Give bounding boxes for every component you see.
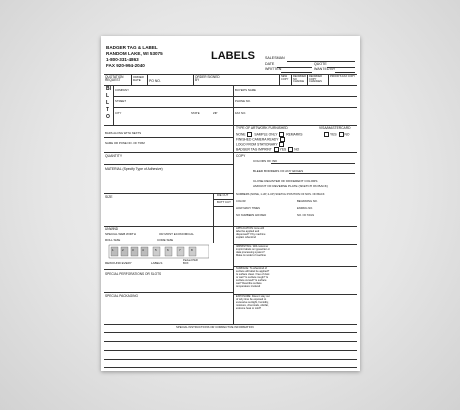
unwind-3[interactable]: 3 xyxy=(132,248,134,252)
date-field[interactable] xyxy=(277,67,312,68)
quotation-request-label: QUOTATION REQUEST xyxy=(105,75,124,83)
color-label: COLOR xyxy=(236,200,246,203)
yes-label: YES xyxy=(279,147,287,152)
unwind-4[interactable]: 4 xyxy=(142,248,144,252)
unwind-1[interactable]: 1 xyxy=(112,248,114,252)
divider xyxy=(233,125,234,152)
divider xyxy=(113,85,114,125)
city-label: CITY xyxy=(115,111,122,115)
numbers-sketch-label: SKETCH POSITION OF NOS. ON BACK xyxy=(275,193,325,196)
company-phone: 1-800-331-4863 xyxy=(106,57,139,62)
instructions-line-1[interactable] xyxy=(104,332,357,333)
company-name: BADGER TAG & LABEL xyxy=(106,45,158,50)
divider xyxy=(213,206,233,207)
divider xyxy=(233,85,234,125)
application-label: APPLICATION: How will label be applied and dispensed? If by machine explain what kind xyxy=(236,227,266,239)
fax-label: FAX NO. xyxy=(235,111,247,115)
date-label: DATE xyxy=(265,62,275,66)
instructions-line-2[interactable] xyxy=(104,341,357,342)
divider xyxy=(233,226,234,324)
reorder-copy-changes-label: REORDER COPY CHANGES xyxy=(309,75,322,84)
remarks-label: REMARKS xyxy=(286,132,303,137)
quantity-label: QUANTITY xyxy=(105,154,123,158)
divider xyxy=(104,226,357,227)
street-label: STREET xyxy=(115,99,127,103)
no-label: NO xyxy=(344,132,350,137)
instructions-line-4[interactable] xyxy=(104,359,357,360)
phone-label: PHONE NO. xyxy=(235,99,251,103)
divider xyxy=(328,74,329,85)
ending-no-label: ENDING NO. xyxy=(297,207,313,210)
new-copy-label: NEW COPY xyxy=(281,75,289,81)
close-register-label: CLOSE REGISTER OF DIFFERENT COLORS xyxy=(253,179,318,183)
core-size-label: CORE SIZE xyxy=(157,238,174,242)
unwind-6[interactable]: 6 xyxy=(167,248,169,252)
colors-of-ink-field[interactable] xyxy=(271,163,355,164)
special-perforations-label: SPECIAL PERFORATIONS OR SLOTS xyxy=(105,272,162,276)
reorder-no-change-label: REORDER NO CHANGE xyxy=(293,75,306,84)
divider xyxy=(104,85,357,86)
bars-label: BARS ALONG WITH NEXTS xyxy=(105,131,142,135)
none-option: NONE xyxy=(236,132,246,137)
sample-only-option: SAMPLE ONLY xyxy=(254,132,278,137)
instructions-line-3[interactable] xyxy=(104,350,357,351)
logo-stationary-label: LOGO FROM STATIONARY xyxy=(236,142,278,147)
unwind-diagram-icon xyxy=(105,244,209,259)
per-box-label: Packed PER BOX xyxy=(183,259,198,265)
material-label: MATERIAL (Specify Type of Adhesive) xyxy=(105,167,163,171)
wanted-by-label: WANTED BY xyxy=(314,67,336,71)
unwind-label: UNWIND xyxy=(105,227,119,231)
street-field[interactable] xyxy=(113,107,357,108)
bleed-label: BLEED BORDERS OF ANY EDGES xyxy=(253,169,304,173)
rewound-every-label: REWOUND EVERY xyxy=(105,261,132,265)
divider xyxy=(307,74,308,85)
divider xyxy=(104,292,233,293)
how-many-label: HOW MANY TIMES xyxy=(236,207,260,210)
written-field[interactable] xyxy=(281,72,312,73)
no-numbers-label: NO NUMBERS AFFIXED xyxy=(236,214,267,217)
labels-label: LABELS xyxy=(151,261,163,265)
visa-no-checkbox[interactable] xyxy=(339,132,344,137)
quote-label: QUOTE xyxy=(314,62,327,66)
unwind-5[interactable]: 5 xyxy=(155,248,157,252)
finished-camera-label: FINISHED CAMERA READY xyxy=(236,137,279,142)
colors-of-ink-label: COLORS OF INK xyxy=(253,159,278,163)
reverse-plate-label: AMOUNT OF REVERSE PLATE (SKETCH ON BACK) xyxy=(253,184,328,188)
divider xyxy=(104,164,233,165)
unwind-8[interactable]: 8 xyxy=(191,248,193,252)
unwind-2[interactable]: 2 xyxy=(122,248,124,252)
order-date-label: ORDER DATE xyxy=(133,75,144,82)
bill-to-label: BILL TO xyxy=(106,86,111,120)
beginning-no-label: BEGINNING NO. xyxy=(297,200,318,203)
imprinting-label: IMPRINTING: Will customer imprint labels on typewriter or data processing system? Make & model of machine xyxy=(236,245,270,257)
divider xyxy=(104,269,233,270)
order-signed-by-label: ORDER SIGNED BY xyxy=(195,75,220,83)
company-field[interactable] xyxy=(113,96,357,97)
buyer-name-label: BUYER'S NAME xyxy=(235,88,256,92)
yes-label: YES xyxy=(330,132,337,137)
exposure-label: EXPOSURE: Does it stay out of why time be exposed to excessive sunlight, humidity, moisture, chemicals, oils/fat, extreme heat or cold? xyxy=(236,295,270,310)
form-title: LABELS xyxy=(211,50,255,62)
divider xyxy=(213,199,233,200)
numbers-label: NUMBERS xyxy=(236,193,250,196)
payment-yes-no xyxy=(323,132,349,137)
visa-yes-checkbox[interactable] xyxy=(324,132,329,137)
numbers-note: (NONE, 1-UP, 2-UP) xyxy=(250,193,275,196)
name-ups-label: NAME OR PONE NO. OF TRIM xyxy=(105,141,145,145)
state-label: STATE xyxy=(191,111,200,115)
written-label: WRITTEN xyxy=(265,67,282,71)
divider xyxy=(233,152,234,226)
proofs-fax-copy-label: PROOF'S FAX COPY xyxy=(330,75,356,78)
divider xyxy=(193,74,194,85)
company-fax: FAX 920-994-2040 xyxy=(106,63,145,68)
instructions-line-5[interactable] xyxy=(104,367,357,368)
divider xyxy=(213,193,214,243)
special-instructions-label: SPECIAL INSTRUCTIONS OR CORRECTIVE INFORMATION xyxy=(176,325,254,329)
company-label: COMPANY xyxy=(115,88,129,92)
surface-label: SURFACE: To what kind of surface will label be applied? Is surface clean / free of dust or wet? Is surface rough? Is surface curved? Is surface wet? Describe surface temperature involved xyxy=(236,267,270,288)
company-city: RANDOM LAKE, WI 53075 xyxy=(106,51,163,56)
unwind-7[interactable]: 7 xyxy=(179,248,181,252)
bleed-field[interactable] xyxy=(289,173,355,174)
divider xyxy=(291,74,292,85)
divider xyxy=(131,74,132,85)
copy-label: COPY xyxy=(236,154,246,158)
special-web-label: SPECIAL WEB WIDTH xyxy=(105,232,136,236)
po-no-label: PO NO. xyxy=(149,79,161,83)
badger-imprint-label: BADGER TAG IMPRINT xyxy=(236,147,272,152)
labels-order-form xyxy=(101,36,360,371)
zip-label: ZIP xyxy=(213,111,218,115)
numbers-line xyxy=(236,194,325,197)
unwind-diagram xyxy=(105,244,209,259)
divider xyxy=(147,74,148,85)
die-cut-label: DIE CUT xyxy=(217,193,229,197)
divider xyxy=(279,74,280,85)
no-label: NO xyxy=(294,147,300,152)
salesman-label: SALESMAN xyxy=(265,56,285,60)
artwork-title: TYPE OF ARTWORK FURNISHED xyxy=(236,126,288,130)
no-of-tags-label: NO. OF TAGS xyxy=(297,214,315,217)
size-label: SIZE xyxy=(105,195,113,199)
divider xyxy=(104,152,357,153)
divider xyxy=(104,137,233,138)
most-economical-label: OR MOST ECONOMICAL xyxy=(159,232,194,236)
roll-size-label: ROLL SIZE xyxy=(105,238,121,242)
butt-cut-label: BUTT CUT xyxy=(217,200,231,204)
special-packaging-label: SPECIAL PACKAGING xyxy=(105,294,138,298)
wanted-by-field[interactable] xyxy=(335,72,355,73)
visa-mastercard-label: VISA/MASTERCARD xyxy=(319,126,351,130)
